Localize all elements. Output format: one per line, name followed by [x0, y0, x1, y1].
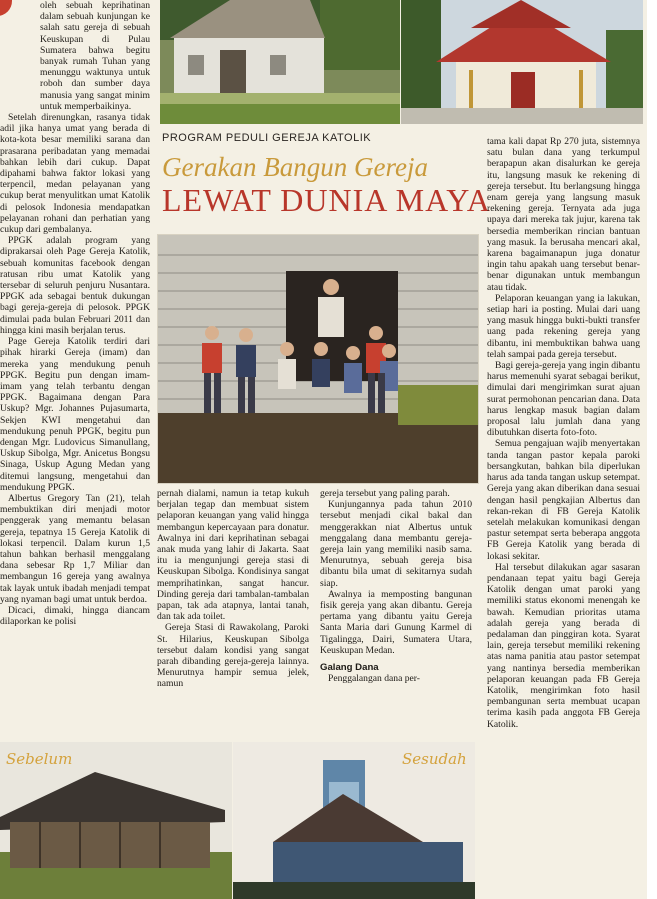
headline-line-1: Gerakan Bangun Gereja [162, 152, 428, 182]
photo-top-left-church [160, 0, 400, 124]
article-column-1 [0, 0, 150, 627]
article-column-2 [157, 488, 309, 690]
paragraph: PPGK adalah program yang diprakarsai oleh Page Gereja Katolik, sebuah komunitas facebook dengan ratusan ribu umat Katolik yang tersebar di seluruh penjuru Nusantara. PPGK ada sebagai bentuk dukungan bagi gereja-gereja di pelosok. PPGK dimulai pada bulan Februari 2011 dan hingga kini masih berjalan terus. [0, 235, 150, 336]
paragraph: gereja tersebut yang paling parah. [320, 488, 450, 499]
label-before: Sebelum [6, 750, 73, 768]
paragraph: tama kali dapat Rp 270 juta, sistemnya satu bulan dana yang terkumpul berapapun akan disalurkan ke gereja itu, langsung masuk ke rekening di gereja tersebut. Itu berlangsung hingga enam gereja yang langsung masuk rekening gereja. Ternyata ada juga upaya dari mereka tak jujur, karena tak bersedia memberikan rincian bantuan yang masuk. Ia berusaha mencari akal, karena bagaimanapun juga donatur ingin tahu apakah uang tersebut benar-benar digunakan untuk membangun atau tidak. [487, 136, 640, 293]
paragraph: Bagi gereja-gereja yang ingin dibantu harus memenuhi syarat sebagai berikut, dimulai dari mengirimkan surat ajuan surat permohonan pencarian dana. Data harus lengkap masuk bagian dalam proposal lalu jumlah dana yang dibutuhkan diserta foto-foto. [487, 360, 640, 439]
article-column-3 [320, 488, 472, 684]
photo-children-old-church [157, 234, 479, 484]
photo-top-right-church [401, 0, 643, 124]
paragraph: Setelah direnungkan, rasanya tidak adil jika hanya umat yang berada di kota-kota besar memiliki sarana dan prasarana peribadatan yang memadai bahkan lebih dari cukup. Dapat dipahami bahwa faktor lokasi yang terpencil, medan pelayanan yang cukup berat menyulitkan umat Katolik di pelosok Indonesia mendapatkan pelayanan rohani dan perhatian yang cukup dari gembalanya. [0, 112, 150, 236]
paragraph: Albertus Gregory Tan (21), telah membuktikan diri menjadi motor penggerak yang memantu belasan gereja, tepatnya 15 Gereja Katolik di lokasi terpencil. Dalam kurun 1,5 tahun bahkan berhasil menggalang dana sebesar Rp 1,7 Miliar dan membangun 16 gereja yang awalnya tak layak untuk ibadah menjadi tempat yang nyaman bagi umat untuk berdoa. [0, 492, 150, 605]
kicker: PROGRAM PEDULI GEREJA KATOLIK [162, 132, 372, 144]
paragraph: Dicaci, dimaki, hingga diancam dilaporkan ke polisi [0, 604, 150, 628]
article-column-4 [487, 136, 640, 730]
paragraph: Hal tersebut dilakukan agar sasaran pendanaan tepat yaitu bagi Gereja Katolik dengan umat paroki yang memiliki status ekonomi menengah ke bawah. Kemudian prioritas utama adalah gereja yang berada di pedalaman dan pinggiran kota. Syarat lain, gereja tersebut memiliki rekening atas nama panitia atau pastor setempat yang nantinya bersedia memberikan pelaporan keuangan pada FB Gereja Katolik, mengirimkan foto hasil pembangunan serta membuat ucapan terima kasih pada anggota FB Gereja Katolik. [487, 561, 640, 730]
paragraph: Penggalangan dana per- [328, 673, 420, 685]
page-edge [647, 0, 657, 899]
paragraph: Awalnya ia memposting bangunan fisik gereja yang akan dibantu. Gereja pertama yang dibantu yaitu Gereja Santa Maria dari Gunung Karmel di Tigalingga, Dairi, Sumatera Utara, Keuskupan Medan. [320, 588, 472, 656]
paragraph: Pelaporan keuangan yang ia lakukan, setiap hari ia posting. Mulai dari uang yang masuk hingga bukti-bukti transfer uang pada rekening gereja yang dibantu, ini membuktikan bahwa uang telah sampai pada gereja tersebut. [487, 292, 640, 360]
paragraph: Semua pengajuan wajib menyertakan tanda tangan pastor kepala paroki bersangkutan, bahkan bila diperlukan harus ada tanda tangan uskup setempat. Gereja yang akan diberikan dana sesuai dengan hasil pengkajian Albertus dan rekan-rekan di FB Gereja Katolik setelah melakukan komunikasi dengan pastur setempat serta beberapa anggota FB Gereja Katolik yang berada di lokasi sekitar. [487, 438, 640, 562]
paragraph: Page Gereja Katolik terdiri dari pihak hirarki Gereja (imam) dan mereka yang mendukung penuh PPGK. Begitu pun dengan imam-imam yang telah terbantu dengan PPGK. Bagaimana dengan Para Uskup? Mgr. Johannes Pujasumarta, Sekjen KWI mengetahui dan mendukung penuh PPGK, begitu pun dengan Mgr. Ludovicus Simanullang, Uskup Sibolga, Mgr. Anicetus Bongsu Sinaga, Uskup Agung Medan yang ditemui langsung, mengetahui dan mendukung PPGK. [0, 336, 150, 493]
label-after: Sesudah [402, 750, 467, 768]
paragraph: oleh sebuah keprihatinan dalam sebuah kunjungan ke salah satu gereja di sebuah Keuskupan di Pulau Sumatera bahwa begitu banyak rumah Tuhan yang menunggu waktunya untuk roboh dan sumber daya manusia yang sangat minim untuk memperbaikinya. [40, 0, 150, 112]
paragraph: pernah dialami, namun ia tetap kukuh berjalan tegap dan membuat sistem pelaporan keuangan yang valid hingga membangun kepercayaan para donatur. Awalnya ini dari keprihatinan sebagai anak muda yang lahir di Jakarta. Saat itu ia mengunjungi gereja stasi di Keuskupan Sibolga. Kondisinya sangat memprihatinkan, sangat hancur. Dinding gereja dari tambalan-tambalan papan, tak ada atapnya, lantai tanah, dan tak ada toilet. [157, 488, 309, 623]
headline-line-2: LEWAT DUNIA MAYA [162, 182, 491, 218]
paragraph: Gereja Stasi di Rawakolang, Paroki St. Hilarius, Keuskupan Sibolga tersebut dalam kondisi yang sangat parah dibanding gereja-gereja lainnya. Menurutnya hampir semua jelek, namun [157, 622, 309, 690]
subheading: Galang Dana [320, 662, 379, 674]
paragraph: Kunjungannya pada tahun 2010 tersebut menjadi cikal bakal dan menggerakkan niat Albertus untuk menggalang dana membantu gereja-gereja lain yang memiliki nasib sama. Menurutnya, sebuah gereja bisa dibantu bila umat di sekitarnya sudah siap. [320, 499, 472, 589]
